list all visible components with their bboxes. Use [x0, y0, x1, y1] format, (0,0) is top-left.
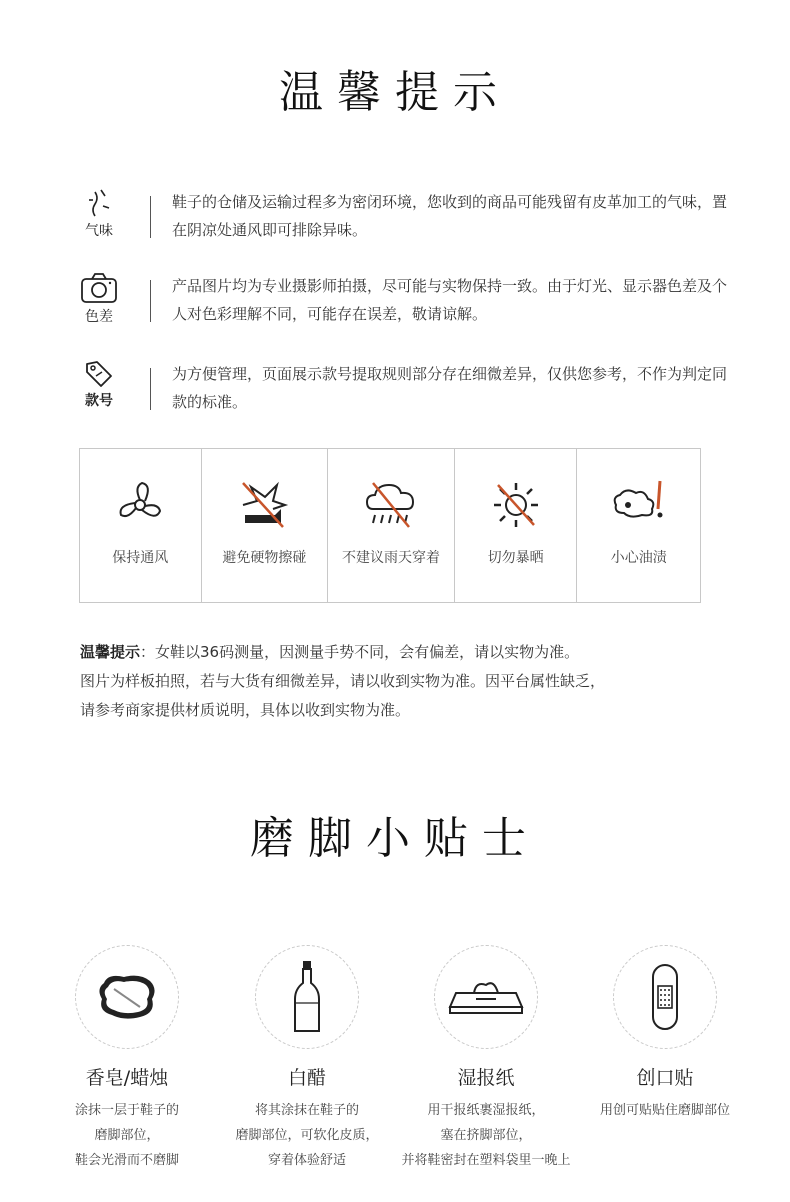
divider: [150, 196, 151, 238]
no-collision-icon: [237, 479, 291, 531]
smell-icon: [81, 188, 117, 218]
note-color-label: 色差: [85, 309, 113, 325]
note-style-label: 款号: [85, 393, 113, 409]
no-sun-icon: [490, 479, 542, 531]
note-color-text: 产品图片均为专业摄影师拍摄，尽可能与实物保持一致。由于灯光、显示器色差及个人对色彩理解不同，可能存在误差，敬请谅解。: [172, 277, 728, 323]
care-label: 避免硬物擦碰: [222, 550, 307, 566]
care-label: 切勿暴晒: [487, 550, 544, 566]
foot-tip-desc-line: 磨脚部位，: [94, 1128, 160, 1143]
care-item-no-sun: [455, 449, 578, 602]
foot-tip-desc-line: 并将鞋密封在塑料袋里一晚上: [401, 1153, 571, 1168]
care-instructions-grid: [79, 448, 701, 603]
fan-icon: [114, 479, 166, 531]
note-color: [78, 272, 728, 342]
foot-tip-bandage: [575, 945, 755, 1123]
tip-line-3: 请参考商家提供材质说明，具体以收到实物为准。: [80, 701, 411, 719]
note-style-text: 为方便管理，页面展示款号提取规则部分存在细微差异，仅供您参考，不作为判定同款的标准。: [172, 365, 728, 411]
camera-icon: [80, 272, 118, 304]
foot-tip-desc-line: 用干报纸裹湿报纸，: [427, 1103, 545, 1118]
note-smell-label: 气味: [85, 223, 113, 239]
care-item-no-rain: [328, 449, 455, 602]
note-style-number: [78, 360, 728, 430]
tip-line-1-text: ：女鞋以36码测量，因测量手势不同，会有偏差，请以实物为准。: [140, 643, 580, 661]
care-item-no-collision: [202, 449, 329, 602]
no-rain-icon: [363, 479, 419, 531]
care-item-oil-stain: [577, 449, 700, 602]
foot-tip-soap: [37, 945, 217, 1173]
divider: [150, 280, 151, 322]
foot-tip-wet-paper: [396, 945, 576, 1173]
foot-tip-title: 创口贴: [636, 1067, 694, 1089]
oil-stain-icon: [610, 479, 668, 523]
foot-tip-title: 白醋: [287, 1067, 326, 1089]
wet-tissue-icon: [446, 977, 526, 1017]
soap-icon: [94, 969, 160, 1025]
foot-tip-desc-line: 穿着体验舒适: [267, 1153, 346, 1168]
care-item-ventilate: [80, 449, 202, 602]
care-label: 不建议雨天穿着: [342, 550, 440, 566]
tip-prefix: 温馨提示: [80, 643, 141, 661]
tip-line-2: 图片为样板拍照，若与大货有细微差异，请以收到实物为准。因平台属性缺乏，: [80, 672, 606, 690]
foot-tip-desc-line: 鞋会光滑而不磨脚: [74, 1153, 179, 1168]
foot-tip-title: 香皂/蜡烛: [85, 1067, 169, 1089]
note-smell: [78, 188, 728, 258]
foot-tip-desc-line: 涂抹一层于鞋子的: [74, 1103, 179, 1118]
foot-tip-desc-line: 用创可贴贴住磨脚部位: [599, 1103, 730, 1118]
section-title-warm-tips: 温馨提示: [279, 67, 511, 118]
tip-line-1: [80, 638, 720, 667]
sizing-tip-paragraph: [80, 638, 720, 725]
foot-tip-desc-line: 将其涂抹在鞋子的: [254, 1103, 359, 1118]
care-label: 保持通风: [112, 550, 169, 566]
section-title-foot-tips: 磨脚小贴士: [250, 813, 540, 864]
divider: [150, 368, 151, 410]
care-label: 小心油渍: [610, 550, 667, 566]
foot-tip-desc-line: 磨脚部位，可软化皮质，: [235, 1128, 379, 1143]
note-smell-text: 鞋子的仓储及运输过程多为密闭环境，您收到的商品可能残留有皮革加工的气味，置在阴凉处通风即可排除异味。: [172, 193, 728, 239]
tag-icon: [83, 360, 115, 388]
foot-tip-vinegar: [217, 945, 397, 1173]
bandage-icon: [650, 962, 680, 1032]
foot-tip-title: 湿报纸: [457, 1067, 515, 1089]
foot-tip-desc-line: 塞在挤脚部位，: [440, 1128, 532, 1143]
vinegar-bottle-icon: [292, 959, 322, 1035]
